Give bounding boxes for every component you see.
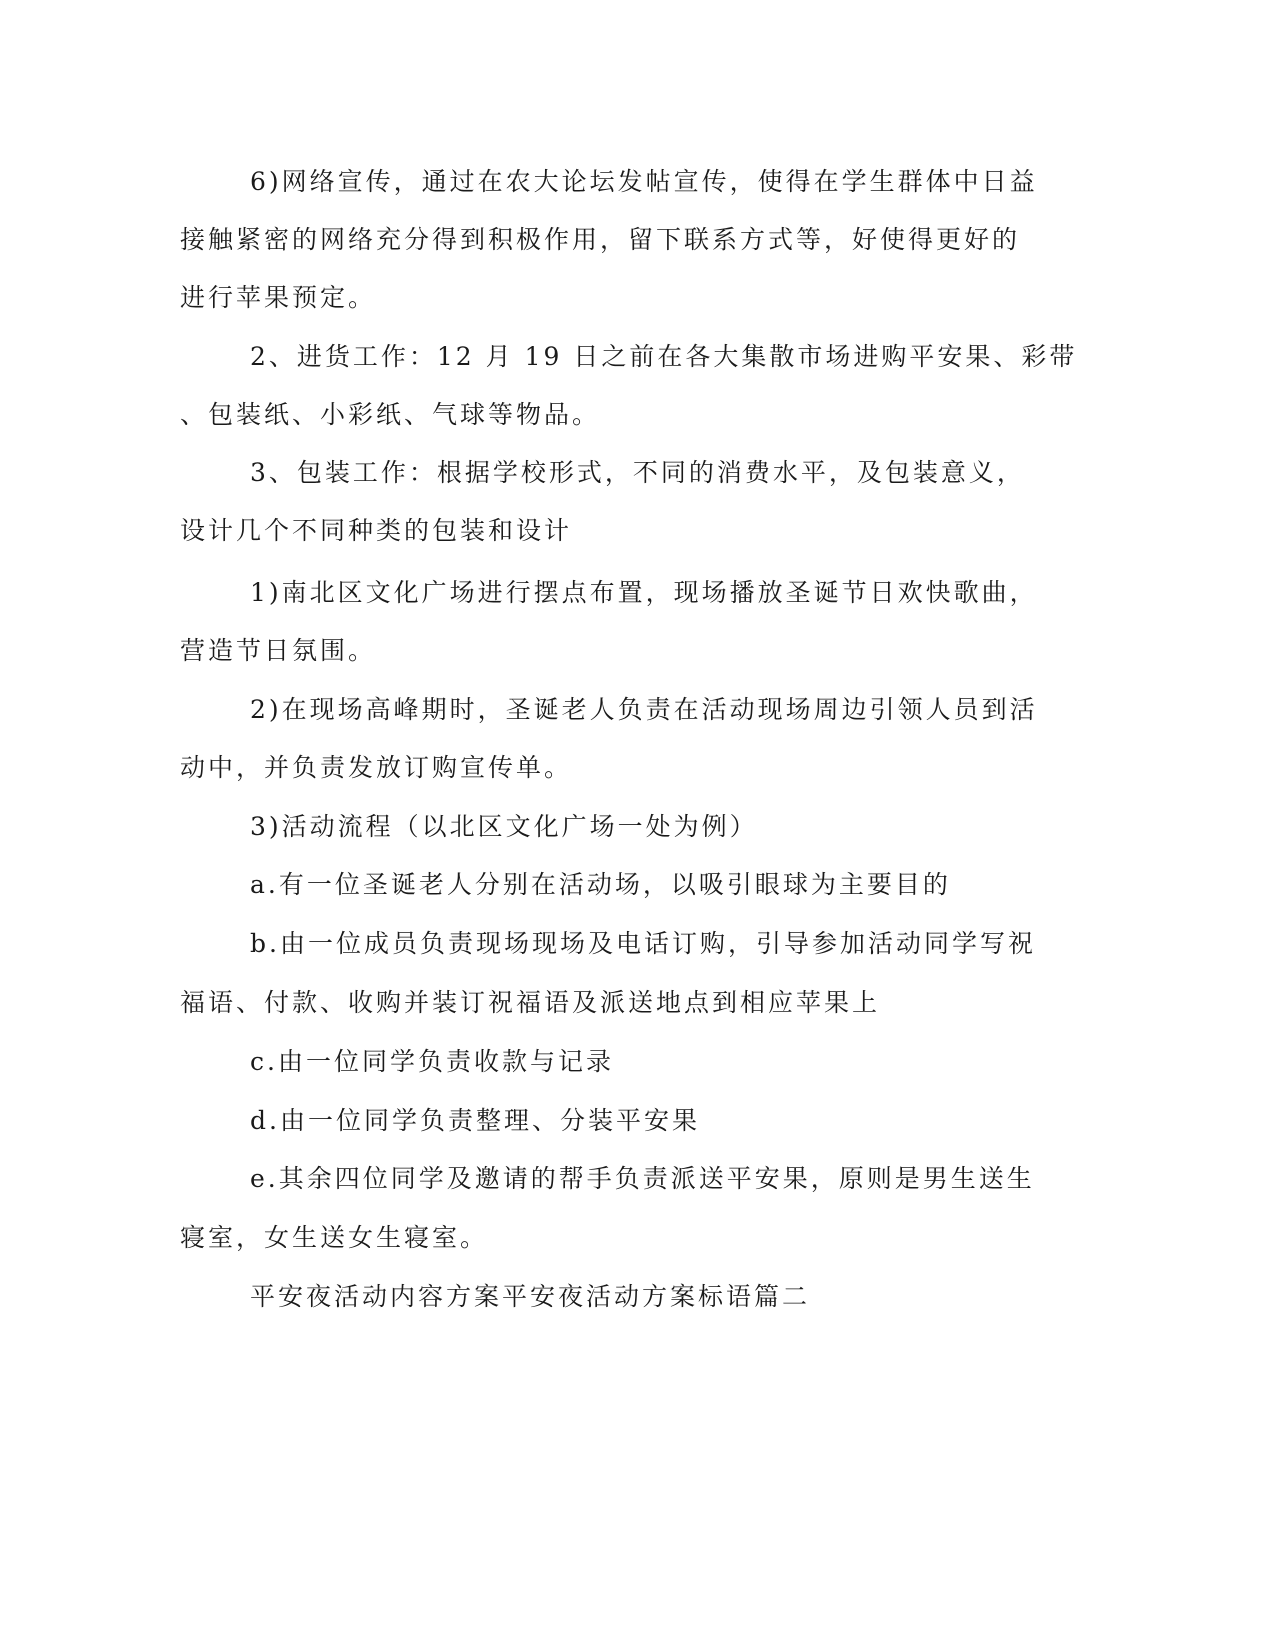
paragraph-line: 1)南北区文化广场进行摆点布置，现场播放圣诞节日欢快歌曲， bbox=[250, 578, 1038, 607]
paragraph-line: e.其余四位同学及邀请的帮手负责派送平安果，原则是男生送生 bbox=[250, 1164, 1035, 1193]
paragraph-line: 寝室，女生送女生寝室。 bbox=[180, 1223, 489, 1252]
paragraph-line: d.由一位同学负责整理、分装平安果 bbox=[250, 1106, 700, 1135]
section-heading: 平安夜活动内容方案平安夜活动方案标语篇二 bbox=[250, 1282, 811, 1311]
paragraph-line: 接触紧密的网络充分得到积极作用，留下联系方式等，好使得更好的 bbox=[180, 225, 1021, 254]
paragraph-line: 营造节日氛围。 bbox=[180, 636, 377, 665]
paragraph-line: 6)网络宣传，通过在农大论坛发帖宣传，使得在学生群体中日益 bbox=[250, 167, 1038, 196]
paragraph-line: 福语、付款、收购并装订祝福语及派送地点到相应苹果上 bbox=[180, 988, 881, 1017]
paragraph-line: 、包装纸、小彩纸、气球等物品。 bbox=[180, 400, 601, 429]
paragraph-line: 设计几个不同种类的包装和设计 bbox=[180, 516, 573, 545]
paragraph-line: 2、进货工作：12 月 19 日之前在各大集散市场进购平安果、彩带 bbox=[250, 342, 1078, 371]
paragraph-line: 2)在现场高峰期时，圣诞老人负责在活动现场周边引领人员到活 bbox=[250, 695, 1038, 724]
paragraph-line: a.有一位圣诞老人分别在活动场，以吸引眼球为主要目的 bbox=[250, 870, 951, 899]
paragraph-line: 3)活动流程（以北区文化广场一处为例） bbox=[250, 812, 758, 841]
paragraph-line: c.由一位同学负责收款与记录 bbox=[250, 1047, 614, 1076]
paragraph-line: 3、包装工作：根据学校形式，不同的消费水平，及包装意义， bbox=[250, 458, 1025, 487]
paragraph-line: b.由一位成员负责现场现场及电话订购，引导参加活动同学写祝 bbox=[250, 929, 1036, 958]
paragraph-line: 动中，并负责发放订购宣传单。 bbox=[180, 753, 573, 782]
paragraph-line: 进行苹果预定。 bbox=[180, 283, 377, 312]
